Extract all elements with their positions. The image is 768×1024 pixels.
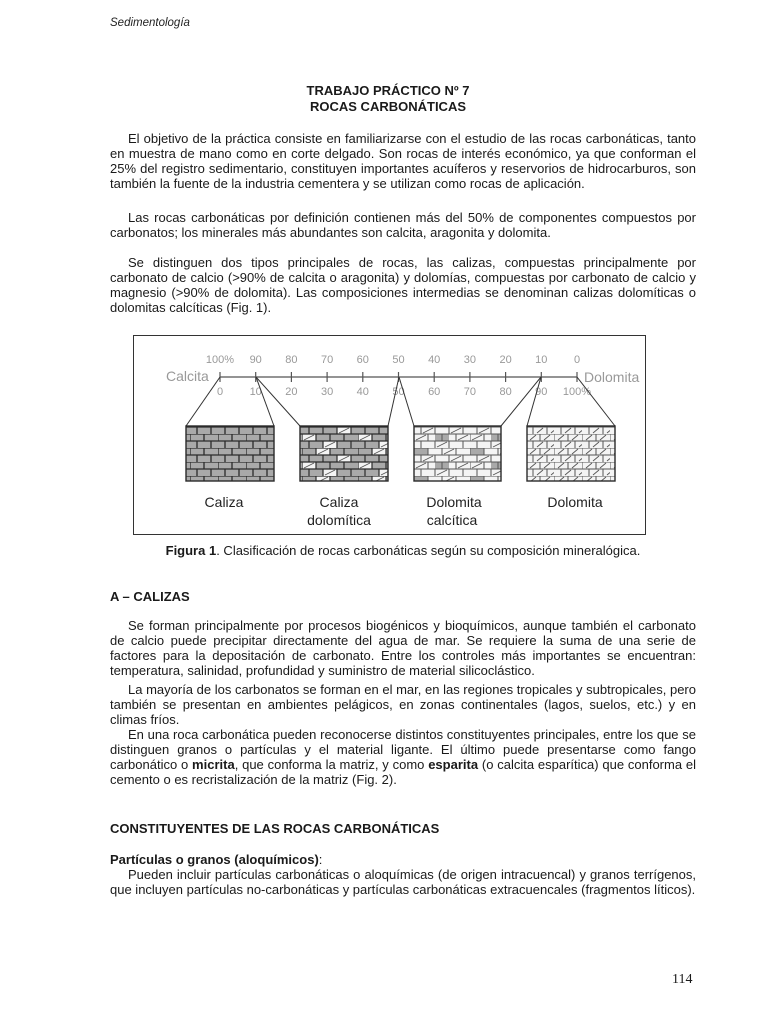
page-number: 114 bbox=[672, 972, 693, 987]
caption-text: . Clasificación de rocas carbonáticas según su composición mineralógica. bbox=[216, 543, 641, 558]
scale-ticks bbox=[206, 354, 591, 398]
top-tick-label: 70 bbox=[320, 354, 334, 366]
bottom-tick-label: 40 bbox=[356, 386, 369, 398]
section-heading-calizas: A – CALIZAS bbox=[110, 589, 190, 604]
bottom-tick-label: 30 bbox=[320, 386, 334, 398]
intro-paragraph-2: Las rocas carbonáticas por definición contienen más del 50% de componentes compuestos por carbonatos; los minerales más abundantes son calcita, aragonita y dolomita. bbox=[110, 210, 696, 240]
block-dolomita-calcitica bbox=[414, 426, 501, 481]
particulas-paragraph: Pueden incluir partículas carbonáticas o aloquímicas (de origen intracuencal) y granos terrígenos, que incluyen partículas no-carbonáticas y partículas carbonáticas extracuencales (fragmentos líticos). bbox=[110, 867, 696, 897]
block-label-4-line1: Dolomita bbox=[547, 494, 603, 510]
block-label-3-line1: Dolomita bbox=[426, 494, 482, 510]
intro-paragraph-3: Se distinguen dos tipos principales de rocas, las calizas, compuestas principalmente por carbonato de calcio (>90% de calcita o aragonita) y dolomías, compuestas por carbonato de calcio y magnesio (>90% de dolomita). Las composiciones intermedias se denominan calizas dolomíticas o dolomitas calcíticas (Fig. 1). bbox=[110, 255, 696, 315]
block-dolomita bbox=[527, 426, 615, 481]
calizas-paragraph-2: La mayoría de los carbonatos se forman en el mar, en las regiones tropicales y subtropicales, pero también se presentan en ambientes pelágicos, en zonas continentales (lagos, suelos, etc.) y en climas fríos. bbox=[110, 682, 696, 727]
bottom-tick-label: 0 bbox=[216, 386, 224, 398]
top-tick-label: 50 bbox=[392, 354, 405, 366]
top-tick-label: 90 bbox=[249, 354, 262, 366]
top-tick-label: 60 bbox=[356, 354, 369, 366]
bottom-tick-label: 10 bbox=[249, 386, 262, 398]
bottom-tick-label: 20 bbox=[285, 386, 298, 398]
calcite-label: Calcita bbox=[166, 368, 209, 384]
block-label-2-line1: Caliza bbox=[319, 494, 359, 510]
figure-caption bbox=[110, 543, 696, 558]
top-tick-label: 80 bbox=[285, 354, 298, 366]
bottom-tick-label: 50 bbox=[392, 386, 405, 398]
term-esparita: esparita bbox=[428, 757, 479, 772]
block-caliza bbox=[186, 426, 274, 481]
bottom-tick-label: 100% bbox=[562, 386, 592, 398]
section-heading-constituyentes: CONSTITUYENTES DE LAS ROCAS CARBONÁTICAS bbox=[110, 821, 440, 836]
classification-diagram bbox=[134, 336, 647, 536]
document-subtitle: ROCAS CARBONÁTICAS bbox=[310, 99, 466, 114]
bottom-tick-label: 60 bbox=[428, 386, 441, 398]
figure-1 bbox=[133, 335, 646, 535]
bottom-tick-label: 70 bbox=[463, 386, 477, 398]
block-label-1-line1: Caliza bbox=[204, 494, 244, 510]
caption-label: Figura 1 bbox=[165, 543, 217, 558]
connector-lines bbox=[186, 377, 615, 426]
subheading-particulas: Partículas o granos (aloquímicos): bbox=[110, 852, 323, 867]
calizas-paragraph-3: En una roca carbonática pueden reconocerse distintos constituyentes principales, entre los que se distinguen granos o partículas y el material ligante. El último puede presentarse como fango carbonático o micrita, que conforma la matriz, y como esparita (o calcita esparítica) que conforma el cemento o es recristalización de la matriz (Fig. 2). bbox=[110, 727, 696, 787]
bottom-tick-label: 80 bbox=[499, 386, 512, 398]
top-tick-label: 40 bbox=[428, 354, 441, 366]
block-caliza-dolomitica bbox=[300, 426, 388, 481]
block-label-3-line2: calcítica bbox=[426, 512, 478, 528]
top-tick-label: 0 bbox=[573, 354, 581, 366]
term-micrita: micrita bbox=[192, 757, 235, 772]
dolomite-label: Dolomita bbox=[584, 369, 640, 385]
calizas-paragraph-1: Se forman principalmente por procesos biogénicos y bioquímicos, aunque también el carbonato de calcio puede precipitar directamente del agua de mar. Se requiere la suma de una serie de factores para la depositación de carbonato. Entre los controles más importantes se encuentran: temperatura, salinidad, profundidad y suministro de material silicoclástico. bbox=[110, 618, 696, 678]
top-tick-label: 20 bbox=[499, 354, 512, 366]
top-tick-label: 100% bbox=[205, 354, 235, 366]
top-tick-label: 30 bbox=[463, 354, 477, 366]
block-label-2-line2: dolomítica bbox=[307, 512, 371, 528]
document-title: TRABAJO PRÁCTICO Nº 7 bbox=[306, 83, 470, 98]
bottom-tick-label: 90 bbox=[535, 386, 548, 398]
intro-paragraph-1: El objetivo de la práctica consiste en familiarizarse con el estudio de las rocas carbonáticas, tanto en muestra de mano como en corte delgado. Son rocas de interés económico, ya que conforman el 25% del registro sedimentario, constituyen importantes acuíferos y reservorios de hidrocarburos, son también la fuente de la industria cementera y se utilizan como rocas de aplicación. bbox=[110, 131, 696, 191]
running-header: Sedimentología bbox=[110, 17, 190, 29]
top-tick-label: 10 bbox=[535, 354, 548, 366]
